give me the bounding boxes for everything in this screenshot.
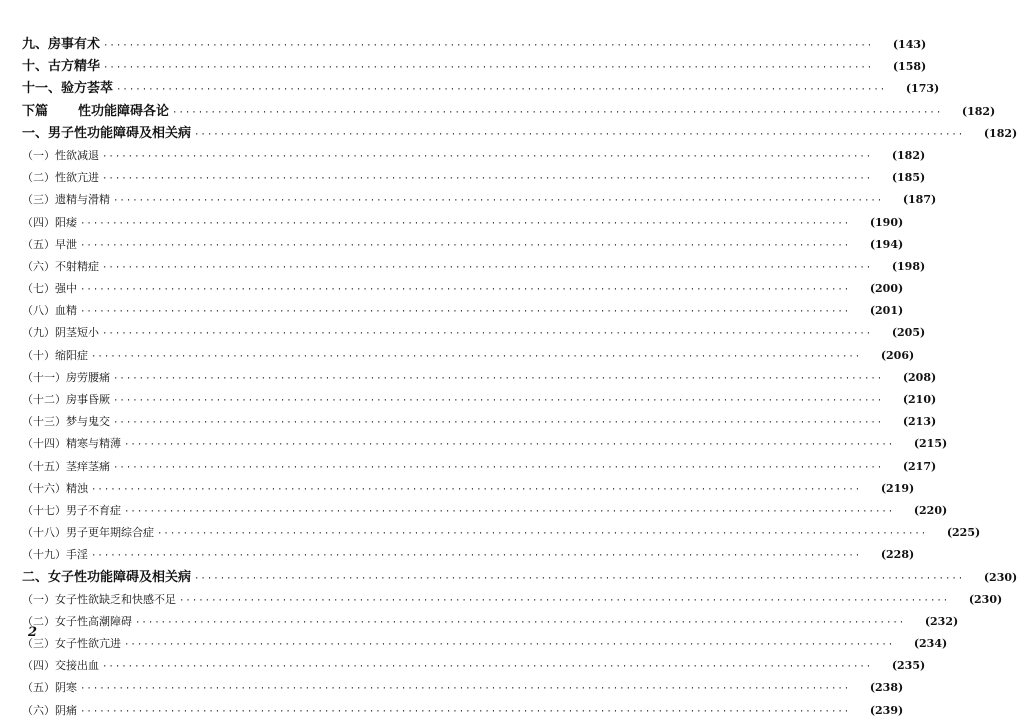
page-number: 2	[28, 625, 38, 640]
toc-entry	[22, 322, 926, 344]
toc-entry-title: 一、男子性功能障碍及相关病	[22, 125, 192, 141]
toc-entry-title: （十八）男子更年期综合症	[22, 526, 154, 540]
toc-entry	[22, 278, 904, 300]
table-of-contents	[22, 34, 1017, 722]
toc-entry-page: (194)	[853, 234, 903, 256]
toc-entry	[22, 256, 926, 278]
toc-entry-title: （六）阴痛	[22, 703, 77, 717]
toc-entry-title: （六）不射精症	[22, 259, 99, 273]
toc-entry-title: （四）交接出血	[22, 659, 99, 673]
part-label: 下篇	[22, 103, 49, 119]
toc-entry-page: (220)	[897, 500, 947, 522]
toc-entry-page: (232)	[908, 611, 958, 633]
dot-leader: ························································································································	[179, 595, 950, 606]
page-ref: 220	[919, 503, 942, 517]
dot-leader: ························································································································	[157, 529, 928, 540]
dot-leader: ························································································································	[194, 573, 965, 584]
dot-leader: ························································································································	[80, 240, 851, 251]
page-ref: 239	[875, 703, 898, 717]
toc-entry	[22, 567, 1017, 589]
toc-entry-page: (200)	[853, 278, 903, 300]
toc-entry	[22, 500, 948, 522]
toc-entry-title: （一）女子性欲缺乏和快感不足	[22, 592, 176, 606]
toc-entry-title: （三）女子性欲亢进	[22, 637, 121, 651]
dot-leader: ························································································································	[102, 329, 873, 340]
dot-leader: ························································································································	[80, 706, 851, 717]
toc-entry-title	[22, 101, 169, 123]
dot-leader: ························································································································	[113, 396, 884, 406]
toc-entry-page: (190)	[853, 212, 903, 234]
toc-entry-page: (210)	[886, 389, 936, 411]
dot-leader: ························································································································	[124, 640, 895, 651]
dot-leader: ························································································································	[124, 506, 895, 517]
page-ref: 190	[875, 215, 898, 229]
toc-entry-page: (198)	[875, 256, 925, 278]
toc-entry-page: (235)	[875, 655, 925, 677]
toc-entry	[22, 456, 937, 478]
toc-entry-page: (228)	[864, 544, 914, 566]
toc-entry	[22, 478, 915, 500]
toc-entry-title: 九、房事有术	[22, 37, 101, 52]
toc-entry-title: （五）早泄	[22, 237, 77, 251]
toc-entry-page: (205)	[875, 322, 925, 344]
page-ref: 208	[908, 370, 931, 384]
toc-entry-page: (225)	[930, 522, 980, 544]
toc-entry	[22, 78, 940, 100]
dot-leader: ························································································································	[102, 151, 873, 162]
toc-entry-page: (143)	[876, 34, 926, 56]
toc-entry	[22, 123, 1017, 145]
page-ref: 235	[897, 659, 920, 673]
toc-entry	[22, 56, 927, 78]
toc-entry-title: （十六）精浊	[22, 481, 88, 495]
dot-leader: ························································································································	[194, 129, 965, 140]
page-ref: 232	[930, 614, 953, 628]
dot-leader: ························································································································	[116, 85, 887, 96]
toc-entry	[22, 700, 904, 722]
toc-entry-title: （一）性欲减退	[22, 148, 99, 162]
toc-entry	[22, 145, 926, 167]
page-ref: 238	[875, 681, 898, 695]
toc-entry	[22, 522, 981, 544]
page-ref: 215	[919, 437, 942, 451]
toc-entry-title: （三）遗精与滑精	[22, 193, 110, 207]
toc-entry-page: (201)	[853, 300, 903, 322]
toc-entry	[22, 433, 948, 455]
dot-leader: ························································································································	[124, 440, 895, 451]
toc-entry	[22, 345, 915, 367]
toc-entry-title: （十九）手淫	[22, 548, 88, 562]
toc-entry-page: (230)	[967, 567, 1017, 589]
toc-entry-title: （二）女子性高潮障碍	[22, 614, 132, 628]
page-ref: 201	[875, 304, 898, 318]
dot-leader: ························································································································	[91, 551, 862, 562]
dot-leader: ························································································································	[91, 484, 862, 495]
toc-entry-page: (215)	[897, 433, 947, 455]
toc-entry-title: （十一）房劳腰痛	[22, 370, 110, 384]
toc-entry-page: (219)	[864, 478, 914, 500]
toc-entry	[22, 655, 926, 677]
dot-leader: ························································································································	[113, 462, 884, 473]
toc-entry-page: (173)	[889, 78, 939, 100]
toc-entry-title: （十五）茎痒茎痛	[22, 459, 110, 473]
toc-entry-page: (238)	[853, 677, 903, 699]
toc-entry-title: （二）性欲亢进	[22, 171, 99, 185]
page-ref: 234	[919, 637, 942, 651]
page-ref: 187	[908, 193, 931, 207]
page-ref: 182	[989, 126, 1013, 140]
page-ref: 228	[886, 548, 909, 562]
toc-entry-page: (213)	[886, 411, 936, 433]
dot-leader: ························································································································	[102, 662, 873, 673]
page-ref: 158	[898, 60, 922, 74]
toc-entry-title: （十）缩阳症	[22, 348, 88, 362]
toc-entry-page: (206)	[864, 345, 914, 367]
dot-leader: ························································································································	[113, 418, 884, 429]
dot-leader: ························································································································	[103, 41, 874, 51]
dot-leader: ························································································································	[80, 218, 851, 229]
page-ref: 185	[897, 171, 920, 185]
toc-entry	[22, 367, 937, 389]
toc-entry	[22, 212, 904, 234]
toc-entry-title: （十七）男子不育症	[22, 503, 121, 517]
dot-leader: ························································································································	[135, 617, 906, 628]
toc-entry	[22, 544, 915, 566]
page-ref: 210	[908, 393, 931, 406]
toc-entry-title: （十四）精寒与精薄	[22, 437, 121, 451]
dot-leader: ························································································································	[80, 684, 851, 695]
page-ref: 173	[911, 82, 935, 96]
toc-entry-title: 二、女子性功能障碍及相关病	[22, 569, 192, 585]
toc-entry	[22, 611, 959, 633]
toc-entry-title: （七）强中	[22, 282, 77, 296]
dot-leader: ························································································································	[172, 107, 943, 118]
toc-entry-title: （十三）梦与鬼交	[22, 415, 110, 429]
toc-entry	[22, 300, 904, 322]
page-ref: 182	[967, 104, 991, 118]
toc-entry-page: (208)	[886, 367, 936, 389]
dot-leader: ························································································································	[103, 63, 874, 74]
toc-entry-title: （八）血精	[22, 304, 77, 318]
toc-entry	[22, 677, 904, 699]
toc-entry-page: (182)	[945, 101, 995, 123]
page-ref: 219	[886, 481, 909, 495]
toc-entry-title: 十一、验方荟萃	[22, 81, 114, 97]
toc-entry	[22, 389, 937, 411]
page-ref: 213	[908, 415, 931, 429]
page-ref: 198	[897, 259, 920, 273]
toc-entry	[22, 34, 927, 56]
toc-entry-title: （九）阴茎短小	[22, 326, 99, 340]
toc-entry-title: 十、古方精华	[22, 59, 101, 75]
dot-leader: ························································································································	[102, 174, 873, 185]
page-ref: 143	[898, 38, 922, 51]
page-ref: 230	[989, 570, 1013, 584]
toc-entry	[22, 167, 926, 189]
toc-entry-page: (234)	[897, 633, 947, 655]
toc-entry-page: (182)	[967, 123, 1017, 145]
dot-leader: ························································································································	[113, 196, 884, 207]
page-ref: 230	[974, 592, 997, 606]
toc-entry-page: (239)	[853, 700, 903, 722]
toc-entry-page: (182)	[875, 145, 925, 167]
toc-entry-title: （五）阴寒	[22, 681, 77, 695]
toc-entry	[22, 101, 996, 123]
page-ref: 205	[897, 326, 920, 340]
page-ref: 200	[875, 282, 898, 296]
page-ref: 182	[897, 148, 920, 162]
toc-entry-page: (158)	[876, 56, 926, 78]
dot-leader: ························································································································	[80, 307, 851, 318]
toc-entry-page: (187)	[886, 189, 936, 211]
toc-entry-page: (230)	[952, 589, 1002, 611]
toc-entry	[22, 633, 948, 655]
page-ref: 206	[886, 348, 909, 362]
page-ref: 225	[952, 526, 975, 540]
toc-entry-title: （四）阳痿	[22, 215, 77, 229]
dot-leader: ························································································································	[91, 351, 862, 362]
toc-entry	[22, 189, 937, 211]
toc-entry	[22, 234, 904, 256]
part-title: 性功能障碍各论	[78, 103, 170, 119]
toc-entry-page: (185)	[875, 167, 925, 189]
page-ref: 194	[875, 237, 898, 251]
toc-entry-page: (217)	[886, 456, 936, 478]
dot-leader: ························································································································	[113, 373, 884, 384]
dot-leader: ························································································································	[80, 285, 851, 296]
dot-leader: ························································································································	[102, 262, 873, 273]
toc-entry-title: （十二）房事昏厥	[22, 393, 110, 406]
toc-entry	[22, 411, 937, 433]
toc-entry	[22, 589, 1003, 611]
page-ref: 217	[908, 459, 931, 473]
